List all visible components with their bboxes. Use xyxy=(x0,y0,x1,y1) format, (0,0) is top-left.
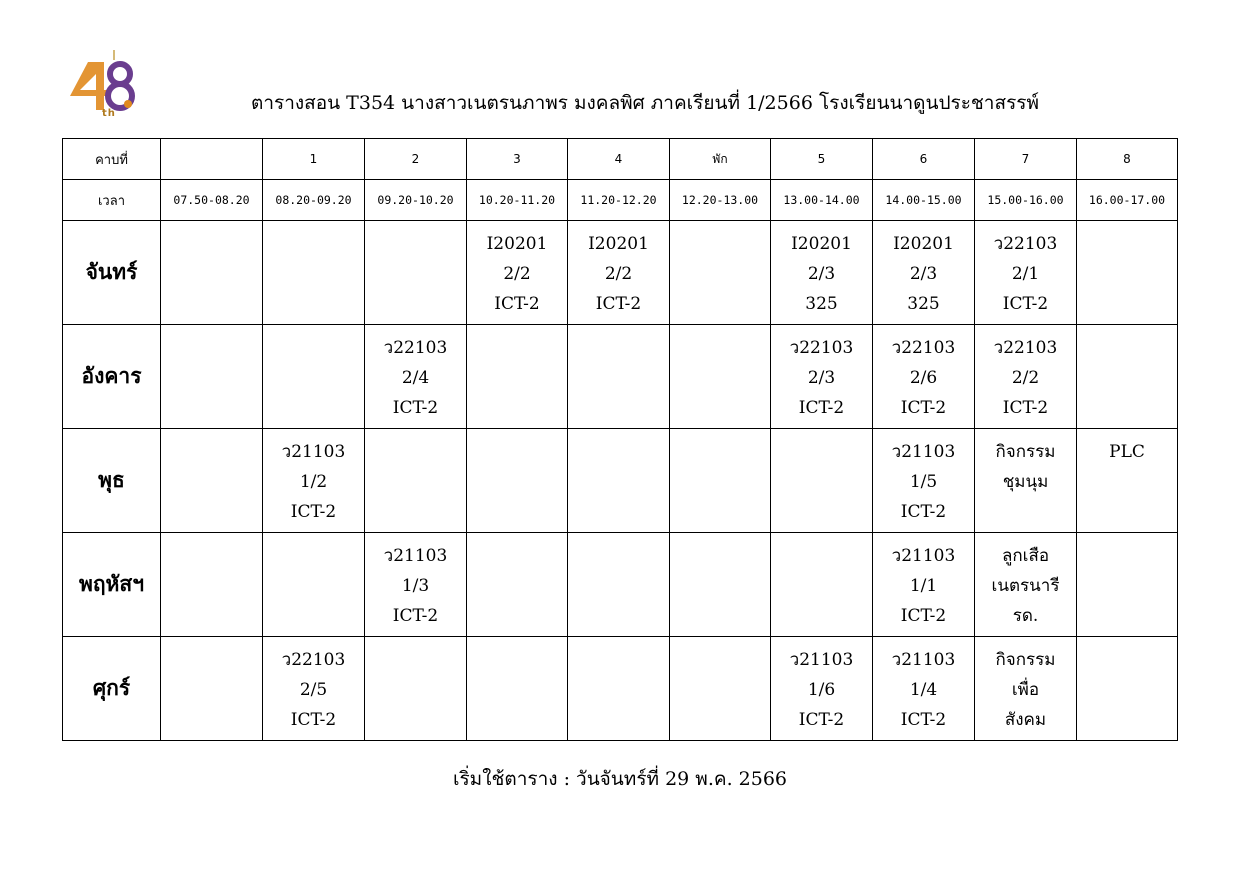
cell-line: 2/3 xyxy=(909,264,938,284)
cell-line: ว21103 xyxy=(891,650,956,670)
period-number: 4 xyxy=(568,139,670,180)
cell-line: I20201 xyxy=(486,234,548,254)
cell-line: กิจกรรม xyxy=(995,442,1056,462)
cell-line: ICT-2 xyxy=(1002,294,1049,314)
period-number: 1 xyxy=(263,139,365,180)
schedule-cell xyxy=(161,637,263,741)
day-name: จันทร์ xyxy=(63,221,161,325)
schedule-cell xyxy=(568,221,670,325)
cell-line: ICT-2 xyxy=(595,294,642,314)
cell-line: ICT-2 xyxy=(392,398,439,418)
cell-line: 2/3 xyxy=(807,368,836,388)
schedule-cell xyxy=(670,533,771,637)
cell-line: รด. xyxy=(1012,606,1039,626)
time-header-row xyxy=(63,180,1178,221)
logo-small-text: th xyxy=(102,108,116,119)
cell-line: ว21103 xyxy=(789,650,854,670)
cell-line: ICT-2 xyxy=(900,502,947,522)
schedule-cell xyxy=(568,533,670,637)
schedule-cell xyxy=(568,637,670,741)
schedule-cell xyxy=(467,637,568,741)
cell-line: ICT-2 xyxy=(900,606,947,626)
cell-line: 1/3 xyxy=(401,576,430,596)
cell-line: 1/6 xyxy=(807,680,836,700)
schedule-cell xyxy=(873,429,975,533)
cell-line: 325 xyxy=(907,294,940,314)
schedule-cell xyxy=(568,325,670,429)
day-row xyxy=(63,533,1178,637)
schedule-cell xyxy=(975,637,1077,741)
cell-line: ICT-2 xyxy=(798,398,845,418)
period-number: 3 xyxy=(467,139,568,180)
cell-line: ICT-2 xyxy=(798,710,845,730)
schedule-cell xyxy=(1077,221,1178,325)
day-row xyxy=(63,637,1178,741)
cell-line: ว21103 xyxy=(891,546,956,566)
cell-line: สังคม xyxy=(1004,710,1047,730)
cell-line: ลูกเสือ xyxy=(1001,546,1050,566)
cell-line: 325 xyxy=(805,294,838,314)
cell-line: 1/4 xyxy=(909,680,938,700)
cell-line: ICT-2 xyxy=(494,294,540,314)
cell-line: ICT-2 xyxy=(392,606,439,626)
schedule-cell xyxy=(975,533,1077,637)
schedule-cell xyxy=(263,637,365,741)
time-slot: 08.20-09.20 xyxy=(263,180,365,221)
cell-line: ว22103 xyxy=(993,338,1058,358)
schedule-cell xyxy=(161,533,263,637)
cell-line: ICT-2 xyxy=(290,502,337,522)
cell-line: 2/2 xyxy=(1011,368,1040,388)
day-name: ศุกร์ xyxy=(63,637,161,741)
cell-line: 1/5 xyxy=(909,472,938,492)
schedule-cell xyxy=(1077,429,1178,533)
cell-line: ว21103 xyxy=(281,442,346,462)
cell-line: 2/3 xyxy=(807,264,836,284)
schedule-cell xyxy=(670,429,771,533)
time-slot: 11.20-12.20 xyxy=(568,180,670,221)
cell-line: ICT-2 xyxy=(290,710,337,730)
cell-line: ชุมนุม xyxy=(1002,472,1049,492)
period-number: 2 xyxy=(365,139,467,180)
schedule-cell xyxy=(1077,533,1178,637)
cell-line: ว21103 xyxy=(891,442,956,462)
day-name: อังคาร xyxy=(63,325,161,429)
day-name: พุธ xyxy=(63,429,161,533)
timetable xyxy=(62,138,1178,741)
day-row xyxy=(63,221,1178,325)
cell-line: ว22103 xyxy=(891,338,956,358)
schedule-cell xyxy=(771,429,873,533)
period-header-row xyxy=(63,139,1178,180)
schedule-cell xyxy=(771,221,873,325)
time-slot: 12.20-13.00 xyxy=(670,180,771,221)
day-row xyxy=(63,429,1178,533)
cell-line: I20201 xyxy=(893,234,954,254)
time-slot: 14.00-15.00 xyxy=(873,180,975,221)
schedule-cell xyxy=(873,325,975,429)
schedule-cell xyxy=(161,221,263,325)
schedule-cell xyxy=(365,429,467,533)
time-slot: 09.20-10.20 xyxy=(365,180,467,221)
schedule-cell xyxy=(771,533,873,637)
cell-line: กิจกรรม xyxy=(995,650,1056,670)
period-number: 5 xyxy=(771,139,873,180)
schedule-cell xyxy=(670,637,771,741)
schedule-cell xyxy=(975,325,1077,429)
cell-line: ICT-2 xyxy=(1002,398,1049,418)
cell-line: เพื่อ xyxy=(1011,680,1040,700)
schedule-cell xyxy=(670,325,771,429)
schedule-cell xyxy=(975,429,1077,533)
time-slot: 10.20-11.20 xyxy=(467,180,568,221)
schedule-cell xyxy=(365,325,467,429)
schedule-cell xyxy=(365,221,467,325)
schedule-cell xyxy=(161,429,263,533)
cell-line: ว22103 xyxy=(993,234,1058,254)
schedule-cell xyxy=(670,221,771,325)
schedule-cell xyxy=(365,533,467,637)
school-logo xyxy=(66,48,140,124)
period-number: 6 xyxy=(873,139,975,180)
period-number: 7 xyxy=(975,139,1077,180)
cell-line: 2/6 xyxy=(909,368,938,388)
schedule-cell xyxy=(771,637,873,741)
cell-line: ICT-2 xyxy=(900,398,947,418)
schedule-cell xyxy=(1077,637,1178,741)
schedule-cell xyxy=(873,533,975,637)
schedule-cell xyxy=(161,325,263,429)
period-number: 8 xyxy=(1077,139,1178,180)
start-date-note: เริ่มใช้ตาราง : วันจันทร์ที่ 29 พ.ค. 2566 xyxy=(452,768,788,790)
cell-line: 2/4 xyxy=(401,368,430,388)
schedule-cell xyxy=(263,221,365,325)
cell-line: I20201 xyxy=(588,234,649,254)
page-title: ตารางสอน T354 นางสาวเนตรนภาพร มงคลพิศ ภาคเรียนที่ 1/2566 โรงเรียนนาดูนประชาสรรพ์ xyxy=(250,92,1040,114)
schedule-cell xyxy=(365,637,467,741)
schedule-cell xyxy=(467,533,568,637)
schedule-cell xyxy=(568,429,670,533)
time-slot: 07.50-08.20 xyxy=(161,180,263,221)
schedule-cell xyxy=(263,429,365,533)
cell-line: ว21103 xyxy=(383,546,448,566)
schedule-cell xyxy=(467,429,568,533)
schedule-cell xyxy=(263,325,365,429)
cell-line: PLC xyxy=(1109,442,1145,462)
time-slot: 15.00-16.00 xyxy=(975,180,1077,221)
time-label: เวลา xyxy=(63,180,161,221)
schedule-cell xyxy=(873,637,975,741)
schedule-cell xyxy=(975,221,1077,325)
cell-line: I20201 xyxy=(791,234,852,254)
cell-line: ว22103 xyxy=(383,338,448,358)
cell-line: 2/5 xyxy=(299,680,328,700)
cell-line: 2/2 xyxy=(503,264,531,284)
period-number: พัก xyxy=(670,139,771,180)
cell-line: 2/2 xyxy=(604,264,633,284)
cell-line: ว22103 xyxy=(281,650,346,670)
time-slot: 13.00-14.00 xyxy=(771,180,873,221)
cell-line: เนตรนารี xyxy=(991,576,1060,596)
time-slot: 16.00-17.00 xyxy=(1077,180,1178,221)
cell-line: ICT-2 xyxy=(900,710,947,730)
cell-line: 1/2 xyxy=(299,472,328,492)
schedule-cell xyxy=(263,533,365,637)
schedule-cell xyxy=(873,221,975,325)
schedule-cell xyxy=(467,325,568,429)
schedule-cell xyxy=(771,325,873,429)
period-label: คาบที่ xyxy=(63,139,161,180)
day-row xyxy=(63,325,1178,429)
schedule-cell xyxy=(1077,325,1178,429)
day-name: พฤหัสฯ xyxy=(63,533,161,637)
period-number xyxy=(161,139,263,180)
schedule-cell xyxy=(467,221,568,325)
cell-line: 1/1 xyxy=(909,576,938,596)
cell-line: ว22103 xyxy=(789,338,854,358)
cell-line: 2/1 xyxy=(1011,264,1040,284)
